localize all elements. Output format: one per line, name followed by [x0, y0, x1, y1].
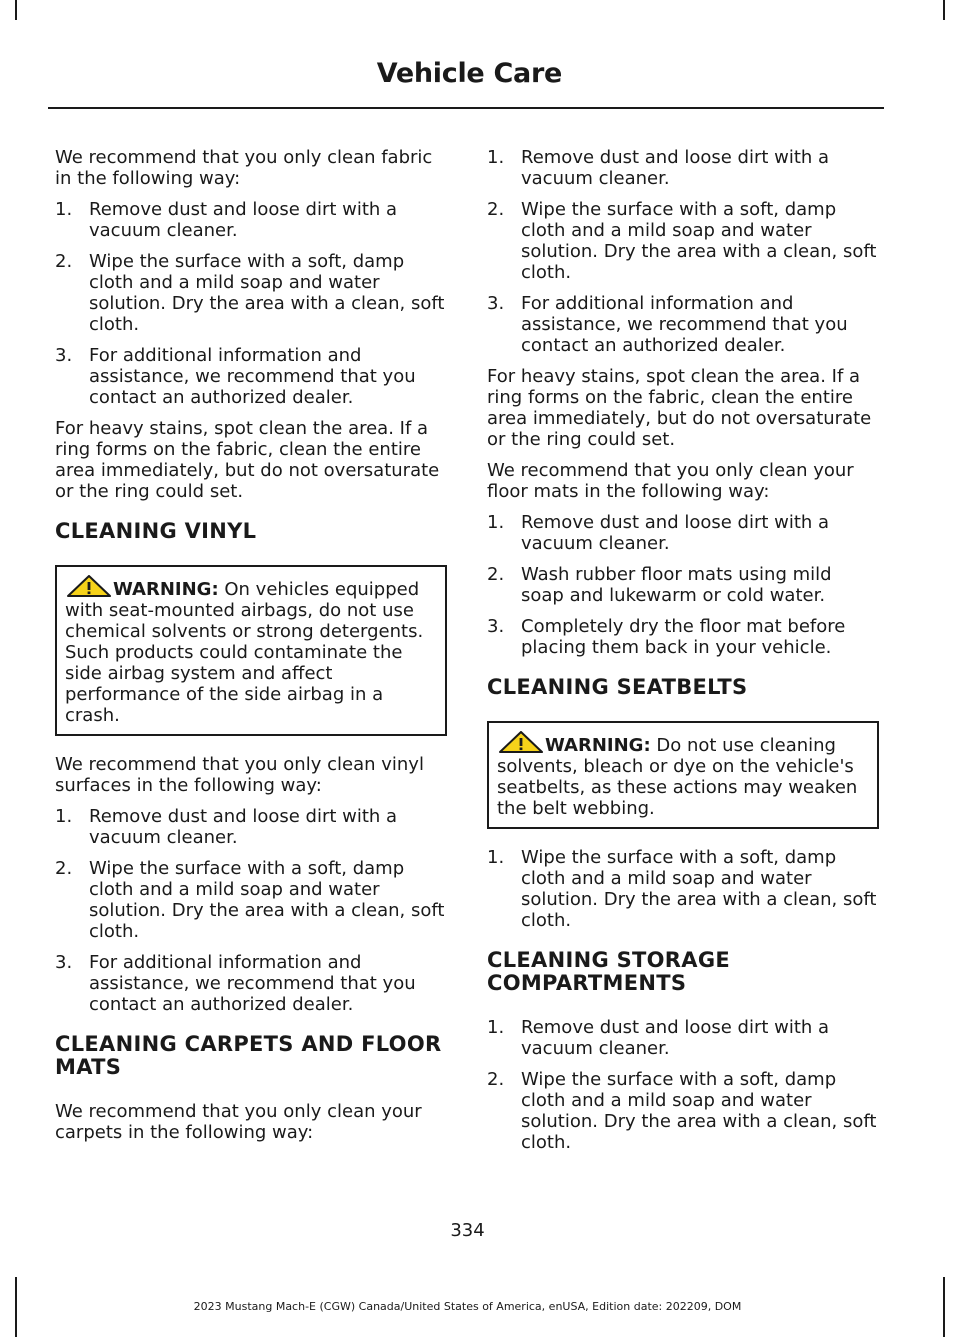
- step-text: Completely dry the floor mat before placing them back in your vehicle.: [521, 616, 846, 658]
- list-item: [487, 293, 879, 356]
- mats-intro: We recommend that you only clean your floor mats in the following way:: [487, 460, 854, 502]
- header-divider: [48, 107, 884, 109]
- step-number: 3.: [487, 616, 505, 637]
- step-text: Remove dust and loose dirt with a vacuum cleaner.: [521, 1017, 830, 1059]
- step-number: 1.: [487, 512, 505, 533]
- step-number: 2.: [55, 251, 73, 272]
- list-item: [487, 847, 879, 931]
- step-text: Wipe the surface with a soft, damp cloth and a mild soap and water solution. Dry the area with a clean, soft cloth.: [521, 199, 877, 283]
- fabric-intro: We recommend that you only clean fabric in the following way:: [55, 147, 433, 189]
- list-item: [487, 616, 879, 658]
- crop-mark-bottom-right: [943, 1277, 945, 1337]
- step-number: 1.: [55, 806, 73, 827]
- list-item: [55, 199, 447, 241]
- vinyl-warning-box: [55, 565, 447, 736]
- list-item: [55, 806, 447, 848]
- step-number: 1.: [487, 147, 505, 168]
- step-text: For additional information and assistance, we recommend that you contact an authorized dealer.: [89, 952, 416, 1015]
- step-number: 2.: [55, 858, 73, 879]
- step-number: 3.: [55, 345, 73, 366]
- step-number: 2.: [487, 199, 505, 220]
- storage-heading: CLEANING STORAGE COMPARTMENTS: [487, 948, 731, 995]
- mat-steps-list: [487, 512, 879, 658]
- crop-mark-top-right: [943, 0, 945, 20]
- step-number: 1.: [487, 1017, 505, 1038]
- step-text: Wipe the surface with a soft, damp cloth and a mild soap and water solution. Dry the area with a clean, soft cloth.: [89, 251, 445, 335]
- seatbelt-steps-list: [487, 847, 879, 931]
- carpet-heavy-stains: For heavy stains, spot clean the area. If a ring forms on the fabric, clean the entire area immediately, but do not oversaturate or the ring could set.: [487, 366, 872, 450]
- warning-text: Do not use cleaning solvents, bleach or dye on the vehicle's seatbelts, as these actions may weaken the belt webbing.: [497, 735, 858, 819]
- step-text: Remove dust and loose dirt with a vacuum cleaner.: [89, 806, 398, 848]
- carpets-heading: CLEANING CARPETS AND FLOOR MATS: [55, 1032, 442, 1079]
- right-column: [487, 147, 879, 1163]
- warning-triangle-icon: [497, 731, 545, 753]
- vinyl-heading: CLEANING VINYL: [55, 519, 257, 543]
- vinyl-steps-list: [55, 806, 447, 1015]
- step-text: Wipe the surface with a soft, damp cloth and a mild soap and water solution. Dry the area with a clean, soft cloth.: [521, 847, 877, 931]
- step-text: Wipe the surface with a soft, damp cloth and a mild soap and water solution. Dry the area with a clean, soft cloth.: [521, 1069, 877, 1153]
- warning-label: WARNING:: [113, 579, 219, 600]
- page-section-title: Vehicle Care: [376, 58, 562, 89]
- carpet-steps-list: [487, 147, 879, 356]
- step-text: For additional information and assistance, we recommend that you contact an authorized dealer.: [89, 345, 416, 408]
- footer-edition-info: 2023 Mustang Mach-E (CGW) Canada/United States of America, enUSA, Edition date: 202209, DOM: [193, 1300, 742, 1313]
- step-number: 3.: [55, 952, 73, 973]
- step-text: Remove dust and loose dirt with a vacuum cleaner.: [521, 512, 830, 554]
- list-item: [55, 345, 447, 408]
- list-item: [487, 1069, 879, 1153]
- seatbelts-warning-box: [487, 721, 879, 829]
- carpets-intro: We recommend that you only clean your carpets in the following way:: [55, 1101, 422, 1143]
- step-text: Wipe the surface with a soft, damp cloth and a mild soap and water solution. Dry the area with a clean, soft cloth.: [89, 858, 445, 942]
- step-number: 2.: [487, 1069, 505, 1090]
- storage-steps-list: [487, 1017, 879, 1153]
- list-item: [487, 1017, 879, 1059]
- step-text: Wash rubber floor mats using mild soap and lukewarm or cold water.: [521, 564, 832, 606]
- list-item: [487, 512, 879, 554]
- vinyl-intro: We recommend that you only clean vinyl surfaces in the following way:: [55, 754, 424, 796]
- step-text: Remove dust and loose dirt with a vacuum cleaner.: [89, 199, 398, 241]
- seatbelts-heading: CLEANING SEATBELTS: [487, 675, 748, 699]
- list-item: [55, 858, 447, 942]
- step-number: 2.: [487, 564, 505, 585]
- warning-label: WARNING:: [545, 735, 651, 756]
- list-item: [487, 564, 879, 606]
- step-text: For additional information and assistance, we recommend that you contact an authorized dealer.: [521, 293, 848, 356]
- fabric-heavy-stains: For heavy stains, spot clean the area. If a ring forms on the fabric, clean the entire area immediately, but do not oversaturate or the ring could set.: [55, 418, 440, 502]
- step-text: Remove dust and loose dirt with a vacuum cleaner.: [521, 147, 830, 189]
- crop-mark-top-left: [15, 0, 17, 20]
- list-item: [487, 199, 879, 283]
- page-number: 334: [450, 1220, 485, 1241]
- list-item: [487, 147, 879, 189]
- step-number: 1.: [487, 847, 505, 868]
- list-item: [55, 952, 447, 1015]
- warning-text: On vehicles equipped with seat-mounted airbags, do not use chemical solvents or strong detergents. Such products could contaminate the side airbag system and affect performance of the side airbag in a crash.: [65, 579, 424, 726]
- step-number: 1.: [55, 199, 73, 220]
- list-item: [55, 251, 447, 335]
- left-column: [55, 147, 447, 1153]
- warning-triangle-icon: [65, 575, 113, 597]
- fabric-steps-list: [55, 199, 447, 408]
- step-number: 3.: [487, 293, 505, 314]
